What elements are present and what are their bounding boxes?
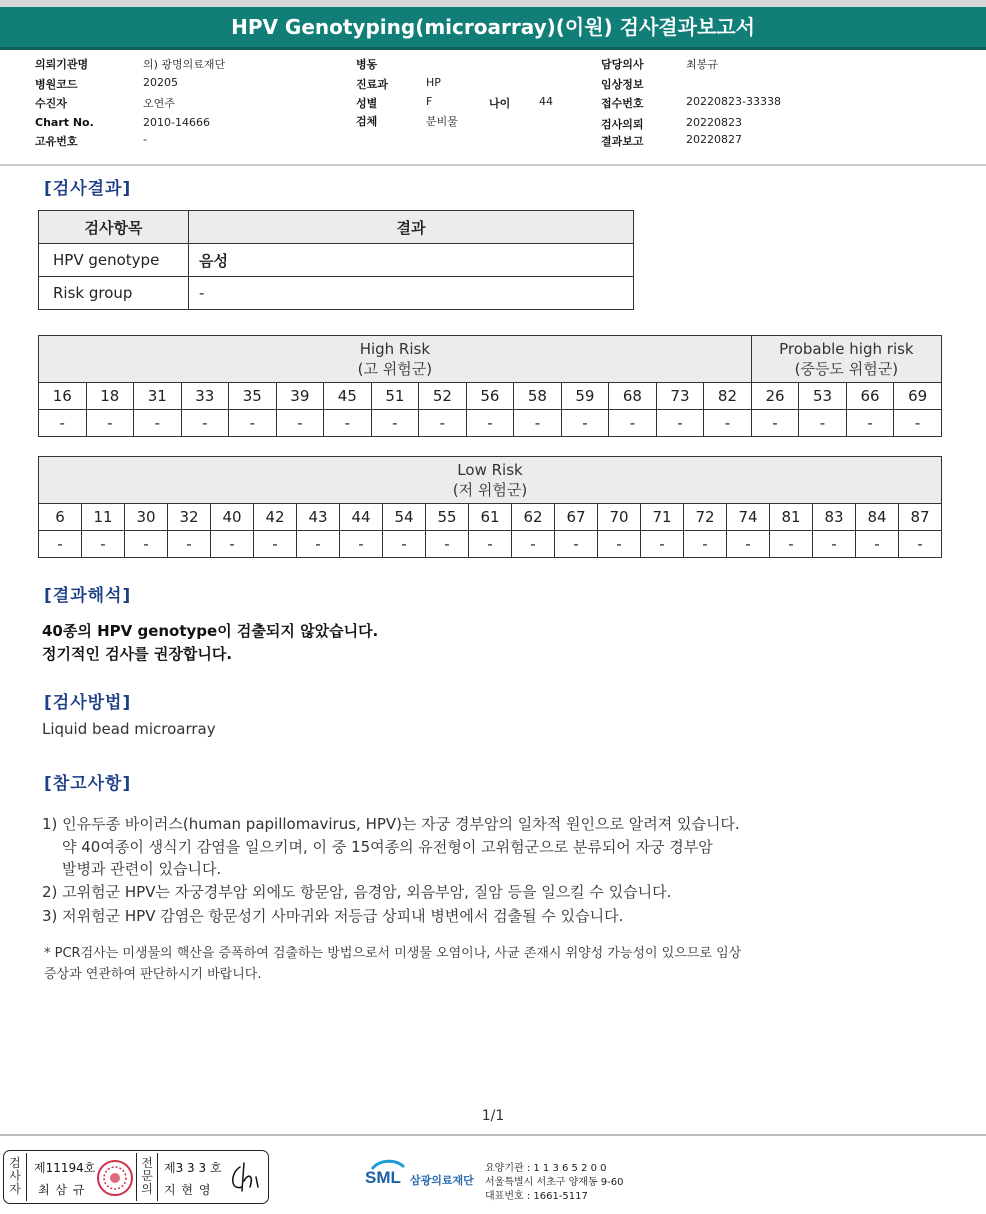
genotype-result-cell: - <box>704 410 752 437</box>
info-value: 최봉규 <box>686 58 718 71</box>
genotype-result-cell: - <box>39 410 87 437</box>
info-value: 20220823-33338 <box>686 95 781 108</box>
genotype-result-cell: - <box>846 410 894 437</box>
genotype-cell: 67 <box>555 504 598 531</box>
genotype-cell: 73 <box>656 383 704 410</box>
genotype-cell: 45 <box>324 383 372 410</box>
genotype-result-cell: - <box>609 410 657 437</box>
genotype-cell: 35 <box>229 383 277 410</box>
genotype-result-cell: - <box>82 531 125 558</box>
low-risk-header <box>39 457 942 504</box>
genotype-cell: 16 <box>39 383 87 410</box>
genotype-cell: 26 <box>751 383 799 410</box>
info-value: HP <box>426 76 441 89</box>
genotype-cell: 87 <box>899 504 942 531</box>
footer-line-3: 대표번호 : 1661-5117 <box>485 1191 588 1202</box>
reference-1c: 발병과 관련이 있습니다. <box>62 860 222 878</box>
info-value: F <box>426 95 433 108</box>
high-risk-types-row <box>39 383 942 410</box>
genotype-result-cell: - <box>125 531 168 558</box>
genotype-result-cell: - <box>86 410 134 437</box>
genotype-result-cell: - <box>211 531 254 558</box>
interpretation-line-1: 40종의 HPV genotype이 검출되지 않았습니다. <box>42 622 379 640</box>
info-value: 20220823 <box>686 116 742 129</box>
low-risk-subtitle: (저 위험군) <box>452 481 528 499</box>
genotype-result-cell: - <box>426 531 469 558</box>
genotype-result-cell: - <box>641 531 684 558</box>
genotype-cell: 69 <box>894 383 942 410</box>
info-label: 수진자 <box>35 97 67 110</box>
high-risk-table <box>38 335 942 437</box>
low-risk-values-row <box>39 531 942 558</box>
genotype-cell: 58 <box>514 383 562 410</box>
genotype-cell: 18 <box>86 383 134 410</box>
genotype-result-cell: - <box>656 410 704 437</box>
genotype-result-cell: - <box>297 531 340 558</box>
report-title: HPV Genotyping(microarray)(이원) 검사결과보고서 <box>0 7 986 47</box>
signature-icon <box>226 1157 266 1197</box>
info-label: 고유번호 <box>35 135 78 148</box>
low-risk-types-row <box>39 504 942 531</box>
genotype-cell: 82 <box>704 383 752 410</box>
header-result: 결과 <box>189 211 634 244</box>
genotype-cell: 39 <box>276 383 324 410</box>
signer-label-2: 전문의 <box>141 1156 153 1196</box>
info-label: 검사의뢰 <box>601 118 644 131</box>
signer-name-2: 지 현 영 <box>164 1183 212 1197</box>
genotype-cell: 6 <box>39 504 82 531</box>
genotype-cell: 72 <box>684 504 727 531</box>
table-row <box>39 244 634 277</box>
genotype-cell: 61 <box>469 504 512 531</box>
genotype-cell: 54 <box>383 504 426 531</box>
genotype-result-cell: - <box>751 410 799 437</box>
genotype-cell: 81 <box>770 504 813 531</box>
genotype-cell: 33 <box>181 383 229 410</box>
genotype-cell: 11 <box>82 504 125 531</box>
info-label: 결과보고 <box>601 135 644 148</box>
genotype-cell: 83 <box>813 504 856 531</box>
genotype-result-cell: - <box>514 410 562 437</box>
reference-1a: 1) 인유두종 바이러스(human papillomavirus, HPV)는 자궁 경부암의 일차적 원인으로 알려져 있습니다. <box>42 815 740 833</box>
probable-risk-header <box>751 336 941 383</box>
footer-org: 삼광의료재단 <box>410 1174 474 1187</box>
info-value: - <box>143 133 147 146</box>
genotype-cell: 31 <box>134 383 182 410</box>
signer-name-1: 최 삼 규 <box>38 1183 86 1197</box>
genotype-result-cell: - <box>340 531 383 558</box>
genotype-result-cell: - <box>324 410 372 437</box>
info-value: 오연주 <box>143 97 175 110</box>
reference-1b: 약 40여종이 생식기 감염을 일으키며, 이 중 15여종의 유전형이 고위험군으로 분류되어 자궁 경부암 <box>62 838 713 856</box>
genotype-cell: 53 <box>799 383 847 410</box>
info-label: 담당의사 <box>601 58 644 71</box>
signer-license-2: 제3 3 3 호 <box>164 1161 222 1175</box>
genotype-cell: 43 <box>297 504 340 531</box>
footer-line-1: 요양기관 : 1 1 3 6 5 2 0 0 <box>485 1163 607 1174</box>
info-label: 병동 <box>356 58 378 71</box>
info-label: Chart No. <box>35 116 94 129</box>
signature-box <box>3 1150 269 1204</box>
seal-stamp-icon <box>96 1159 134 1197</box>
age-label: 나이 <box>489 97 511 110</box>
signer-license-1: 제11194호 <box>34 1161 96 1175</box>
genotype-result-cell: - <box>813 531 856 558</box>
section-interpretation-heading: [결과해석] <box>44 586 132 606</box>
info-value: 분비물 <box>426 115 458 128</box>
genotype-result-cell: - <box>799 410 847 437</box>
genotype-cell: 56 <box>466 383 514 410</box>
genotype-result-cell: - <box>371 410 419 437</box>
genotype-cell: 70 <box>598 504 641 531</box>
row-item: Risk group <box>39 277 189 310</box>
high-risk-title: High Risk <box>359 340 431 358</box>
page-number: 1/1 <box>481 1108 505 1124</box>
genotype-result-cell: - <box>684 531 727 558</box>
sml-logo-text: SML <box>365 1168 401 1187</box>
age-value: 44 <box>539 95 553 108</box>
result-table <box>38 210 634 310</box>
genotype-cell: 55 <box>426 504 469 531</box>
interpretation-line-2: 정기적인 검사를 권장합니다. <box>42 645 233 663</box>
genotype-result-cell: - <box>419 410 467 437</box>
top-strip <box>0 0 986 7</box>
genotype-result-cell: - <box>555 531 598 558</box>
reference-3: 3) 저위험군 HPV 감염은 항문성기 사마귀와 저등급 상피내 병변에서 검출될 수 있습니다. <box>42 907 624 925</box>
genotype-cell: 32 <box>168 504 211 531</box>
section-reference-heading: [참고사항] <box>44 774 132 794</box>
info-label: 임상정보 <box>601 78 644 91</box>
low-risk-title: Low Risk <box>457 461 523 479</box>
genotype-result-cell: - <box>466 410 514 437</box>
info-label: 진료과 <box>356 78 388 91</box>
info-label: 접수번호 <box>601 97 644 110</box>
method-text: Liquid bead microarray <box>42 720 216 738</box>
info-value: 20205 <box>143 76 178 89</box>
genotype-result-cell: - <box>727 531 770 558</box>
genotype-cell: 66 <box>846 383 894 410</box>
info-value: 2010-14666 <box>143 116 210 129</box>
genotype-cell: 42 <box>254 504 297 531</box>
genotype-cell: 84 <box>856 504 899 531</box>
genotype-cell: 44 <box>340 504 383 531</box>
title-underline <box>0 47 986 50</box>
genotype-cell: 59 <box>561 383 609 410</box>
signer-label-1: 검사자 <box>9 1156 21 1196</box>
genotype-result-cell: - <box>770 531 813 558</box>
patient-info <box>0 56 986 164</box>
pcr-note-2: 증상과 연관하여 판단하시기 바랍니다. <box>44 967 262 982</box>
genotype-cell: 30 <box>125 504 168 531</box>
low-risk-table <box>38 456 942 558</box>
table-row <box>39 277 634 310</box>
genotype-result-cell: - <box>598 531 641 558</box>
genotype-result-cell: - <box>383 531 426 558</box>
genotype-result-cell: - <box>254 531 297 558</box>
reference-2: 2) 고위험군 HPV는 자궁경부암 외에도 항문암, 음경암, 외음부암, 질암 등을 일으킬 수 있습니다. <box>42 883 672 901</box>
genotype-result-cell: - <box>134 410 182 437</box>
genotype-cell: 40 <box>211 504 254 531</box>
genotype-result-cell: - <box>894 410 942 437</box>
genotype-result-cell: - <box>512 531 555 558</box>
genotype-result-cell: - <box>181 410 229 437</box>
genotype-result-cell: - <box>561 410 609 437</box>
genotype-result-cell: - <box>856 531 899 558</box>
genotype-result-cell: - <box>168 531 211 558</box>
info-divider <box>0 164 986 166</box>
high-risk-header <box>39 336 752 383</box>
footer-divider <box>0 1134 986 1136</box>
genotype-cell: 71 <box>641 504 684 531</box>
genotype-cell: 51 <box>371 383 419 410</box>
section-result-heading: [검사결과] <box>44 179 132 199</box>
info-label: 의뢰기관명 <box>35 58 89 71</box>
pcr-note-1: * PCR검사는 미생물의 핵산을 증폭하여 검출하는 방법으로서 미생물 오염이나, 사균 존재시 위양성 가능성이 있으므로 임상 <box>44 946 742 961</box>
genotype-result-cell: - <box>899 531 942 558</box>
header-item: 검사항목 <box>39 211 189 244</box>
genotype-cell: 68 <box>609 383 657 410</box>
high-risk-subtitle: (고 위험군) <box>357 360 433 378</box>
info-label: 성별 <box>356 97 378 110</box>
genotype-result-cell: - <box>39 531 82 558</box>
probable-risk-title: Probable high risk <box>779 340 914 358</box>
probable-risk-subtitle: (중등도 위험군) <box>794 360 899 378</box>
row-result: 음성 <box>189 244 634 277</box>
section-method-heading: [검사방법] <box>44 693 132 713</box>
info-label: 병원코드 <box>35 78 78 91</box>
info-label: 검체 <box>356 115 378 128</box>
footer-line-2: 서울특별시 서초구 양재동 9-60 <box>485 1177 624 1188</box>
genotype-result-cell: - <box>276 410 324 437</box>
genotype-result-cell: - <box>229 410 277 437</box>
info-value: 의) 광명의료재단 <box>143 58 226 71</box>
genotype-cell: 74 <box>727 504 770 531</box>
info-value: 20220827 <box>686 133 742 146</box>
genotype-result-cell: - <box>469 531 512 558</box>
row-item: HPV genotype <box>39 244 189 277</box>
genotype-cell: 52 <box>419 383 467 410</box>
row-result: - <box>189 277 634 310</box>
high-risk-values-row <box>39 410 942 437</box>
genotype-cell: 62 <box>512 504 555 531</box>
